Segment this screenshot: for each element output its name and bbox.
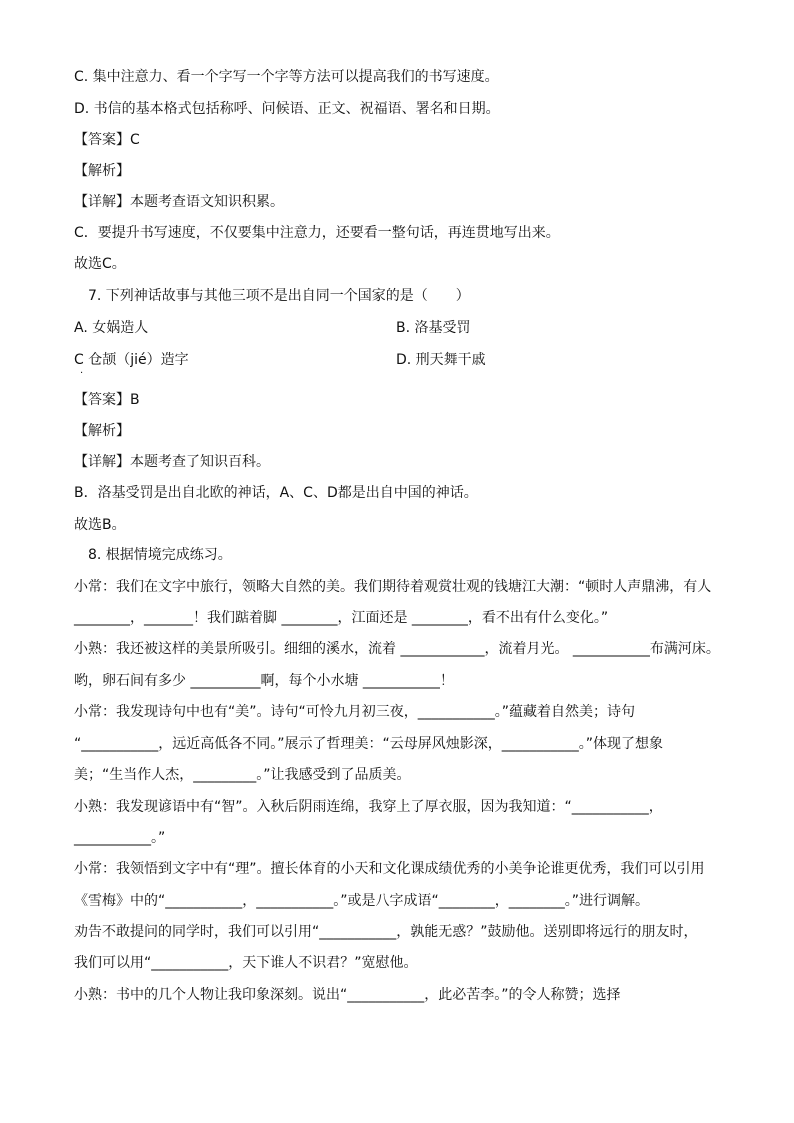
answer-line: 【答案】B [74, 392, 140, 408]
q8-paragraph-line: 小常：我们在文字中旅行，领略大自然的美。我们期待着观赏壮观的钱塘江大潮：“顿时人声鼎沸，有人 [74, 579, 712, 595]
analysis-heading: 【解析】 [74, 423, 130, 439]
q8-paragraph-line: 我们可以用“___________，天下谁人不识君？”宽慰他。 [74, 955, 418, 971]
detail-line: 【详解】本题考查语文知识积累。 [74, 194, 284, 210]
q8-paragraph-line: 小熟：我还被这样的美景所吸引。细细的溪水，流着 ____________，流着月光。 ___________布满河床。 [74, 641, 720, 657]
stray-dot: · [80, 368, 84, 379]
q8-paragraph-line: “___________，远近高低各不同。”展示了哲理美：“云母屏风烛影深，___________。”体现了想象 [74, 736, 664, 752]
q8-paragraph-line: 劝告不敢提问的同学时，我们可以引用“___________，孰能无惑？”鼓励他。送别即将远行的朋友时， [74, 924, 698, 940]
answer-line: 【答案】C [74, 132, 140, 148]
analysis-heading: 【解析】 [74, 163, 130, 179]
conclusion-line: 故选B。 [74, 517, 126, 533]
q7-option-b: B. 洛基受罚 [396, 320, 471, 336]
q7-option-d: D. 刑天舞干戚 [396, 352, 486, 368]
q8-paragraph-line: 哟，卵石间有多少 __________啊，每个小水塘 ___________！ [74, 673, 454, 689]
q8-paragraph-line: 小常：我发现诗句中也有“美”。诗句“可怜九月初三夜，___________。”蕴藏着自然美；诗句 [74, 704, 636, 720]
q8-paragraph-line: ___________。” [74, 830, 166, 846]
q8-paragraph-line: ________，_______！我们踮着脚 ________，江面还是 ________，看不出有什么变化。” [74, 610, 609, 626]
option-d-line: D. 书信的基本格式包括称呼、问候语、正文、祝福语、署名和日期。 [74, 101, 500, 117]
q7-option-a: A. 女娲造人 [74, 320, 149, 336]
detail-line: 【详解】本题考查了知识百科。 [74, 454, 270, 470]
option-c-line: C. 集中注意力、看一个字写一个字等方法可以提高我们的书写速度。 [74, 69, 499, 85]
conclusion-line: 故选C。 [74, 256, 126, 272]
q8-paragraph-line: 小常：我领悟到文字中有“理”。擅长体育的小天和文化课成绩优秀的小美争论谁更优秀，我们可以引用 [74, 861, 705, 877]
explanation-line: C．要提升书写速度，不仅要集中注意力，还要看一整句话，再连贯地写出来。 [74, 225, 560, 241]
question-8: 8. 根据情境完成练习。 [88, 547, 232, 563]
q8-paragraph-line: 小熟：书中的几个人物让我印象深刻。说出“___________，此必苦李。”的令人称赞；选择 [74, 987, 621, 1003]
q8-paragraph-line: 美；“生当作人杰，_________。”让我感受到了品质美。 [74, 767, 411, 783]
q8-paragraph-line: 小熟：我发现谚语中有“智”。入秋后阴雨连绵，我穿上了厚衣服，因为我知道：“___________， [74, 799, 663, 815]
q7-option-c: C 仓颉（jié）造字 [74, 352, 189, 368]
question-7: 7. 下列神话故事与其他三项不是出自同一个国家的是（ ） [88, 288, 470, 304]
explanation-line: B．洛基受罚是出自北欧的神话，A、C、D都是出自中国的神话。 [74, 485, 478, 501]
q8-paragraph-line: 《雪梅》中的“___________，___________。”或是八字成语“________，________。”进行调解。 [74, 893, 650, 909]
